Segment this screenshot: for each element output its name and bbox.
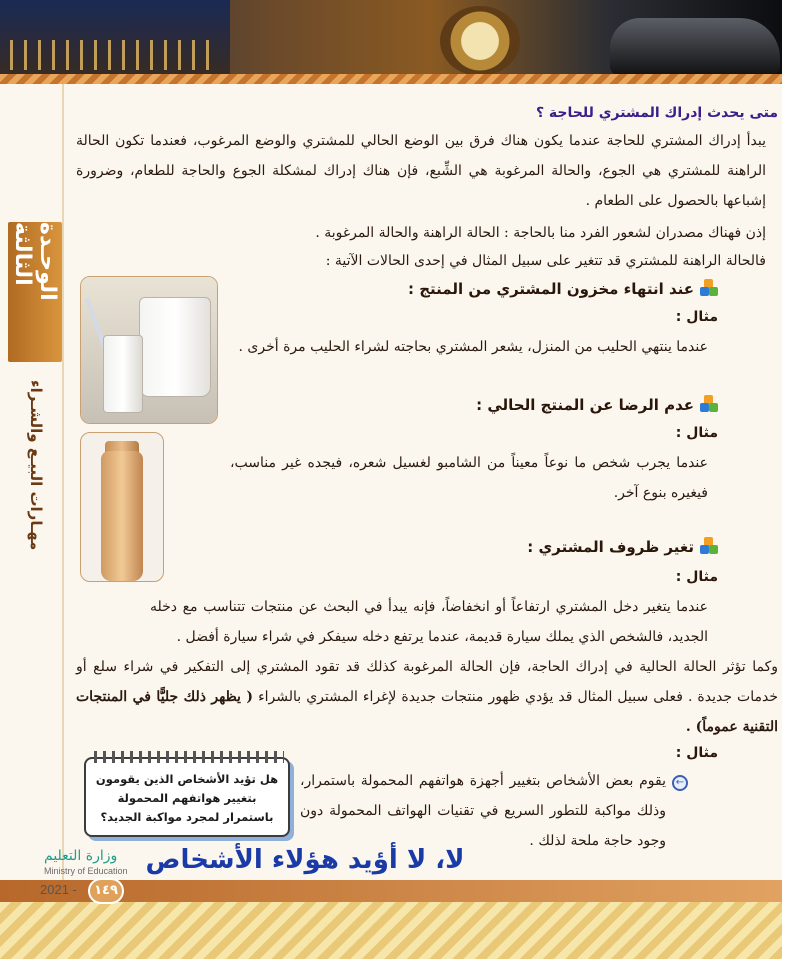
case-2-example-label: مثال : [675, 425, 718, 441]
case-1-example: عندما ينتهي الحليب من المنزل، يشعر المشتري بحاجته لشراء الحليب مرة أخرى . [238, 339, 708, 355]
case-3-example-row [150, 592, 708, 652]
desired-state-text: وكما تؤثر الحالة الحالية في إدراك الحاجة، فإن الحالة المرغوبة كذلك قد تقود المشتري إلى التفكير في شراء سلع أو خدمات جديدة . فعلى سبيل المثال قد يؤدي ظهور منتجات جديدة لإغراء المشتري بالشراء [76, 659, 778, 705]
cube-bullet-icon [700, 395, 718, 413]
watch-image [440, 6, 520, 76]
section-heading: متى يحدث إدراك المشتري للحاجة ؟ [535, 105, 778, 121]
case-3-example-label-row [230, 562, 718, 592]
question-text: هل تؤيد الأشخاص الذين يقومون بتغيير هواتفهم المحمولة باستمرار لمجرد مواكبة الجديد؟ [95, 772, 279, 824]
notepad-spiral [94, 751, 284, 763]
case-1-example-row [230, 332, 708, 362]
edition-year: 2021 - [40, 882, 77, 897]
case-2-example-row [230, 448, 708, 508]
sources-paragraph [76, 218, 778, 248]
case-3-example-label: مثال : [675, 569, 718, 585]
final-example-label-row [230, 738, 718, 768]
footer-stripe [0, 902, 782, 959]
ministry-logo-text: وزارة التعليم [44, 848, 118, 864]
intro-text: يبدأ إدراك المشتري للحاجة عندما يكون هناك فرق بين الوضع الحالي للمشتري والوضع المرغوب، فعندما تكون الحالة الراهنة للمشتري هي الجوع، والحالة المرغوبة هي الشِّبع، فإن هناك إدراك لمشكلة الجوع والحاجة للطعام، وضرورة إشباعها بالحصول على الطعام . [76, 133, 766, 209]
subject-label: مهـارات البيـع والشـراء [27, 379, 45, 551]
desired-state-paragraph [76, 652, 778, 742]
current-state-text: فالحالة الراهنة للمشتري قد تتغير على سبيل المثال في إحدى الحالات الآتية : [325, 253, 766, 269]
cube-bullet-icon [700, 537, 718, 555]
case-1-example-label: مثال : [675, 309, 718, 325]
case-2-example-label-row [230, 418, 718, 448]
case-3-title-row [230, 532, 718, 563]
sidebar-divider [62, 84, 64, 884]
sources-text: إذن فهناك مصدران لشعور الفرد منا بالحاجة : الحالة الراهنة والحالة المرغوبة . [315, 225, 766, 241]
intro-paragraph [76, 126, 778, 216]
case-1-example-label-row [230, 302, 718, 332]
case-3-example: عندما يتغير دخل المشتري ارتفاعاً أو انخفاضاً، فإنه يبدأ في البحث عن منتجات تتناسب مع دخله الجديد، فالشخص الذي يملك سيارة قديمة، عندما يرتفع دخله سيفكر في شراء سيارة أفضل . [150, 599, 708, 645]
car-image [610, 18, 780, 76]
ministry-logo-english: Ministry of Education [44, 866, 128, 876]
final-example-label: مثال : [675, 745, 718, 761]
case-2-example: عندما يجرب شخص ما نوعاً معيناً من الشامبو لغسيل شعره، فيجده غير مناسب، فيغيره بنوع آخر. [230, 455, 708, 501]
desired-state-bold-text: ( يظهر ذلك جليًّا في المنتجات التقنية عموماً) . [76, 689, 778, 735]
case-1-title: عند انتهاء مخزون المشتري من المنتج : [408, 280, 694, 298]
final-example-text: يقوم بعض الأشخاص بتغيير أجهزة هواتفهم المحمولة باستمرار، وذلك مواكبة للتطور السريع في تقنيات الهواتف المحمولة دون وجود حاجة ملحة لذلك . [300, 773, 666, 849]
unit-tab-label: الوحـدة الثالثة [10, 222, 60, 301]
case-2-title-row [230, 390, 718, 421]
handwritten-answer: لا، لا أؤيد هؤلاء الأشخاص [145, 845, 465, 875]
subject-label-box [14, 370, 58, 560]
cube-bullet-icon [700, 279, 718, 297]
case-2-title: عدم الرضا عن المنتج الحالي : [476, 396, 694, 414]
top-banner-image [0, 0, 782, 82]
section-heading-block [76, 98, 778, 128]
unit-tab-label-box [8, 222, 62, 362]
milk-image [80, 276, 218, 424]
city-lights [10, 40, 220, 70]
case-3-title: تغير ظروف المشتري : [527, 538, 694, 556]
banner-stripe [0, 74, 782, 84]
case-1-title-row [230, 274, 718, 305]
page-number: ١٤٩ [88, 878, 124, 904]
shampoo-bottle-image [80, 432, 164, 582]
current-state-paragraph [76, 246, 778, 276]
page-margin [782, 0, 800, 959]
arrow-left-bullet-icon: ← [672, 775, 688, 791]
